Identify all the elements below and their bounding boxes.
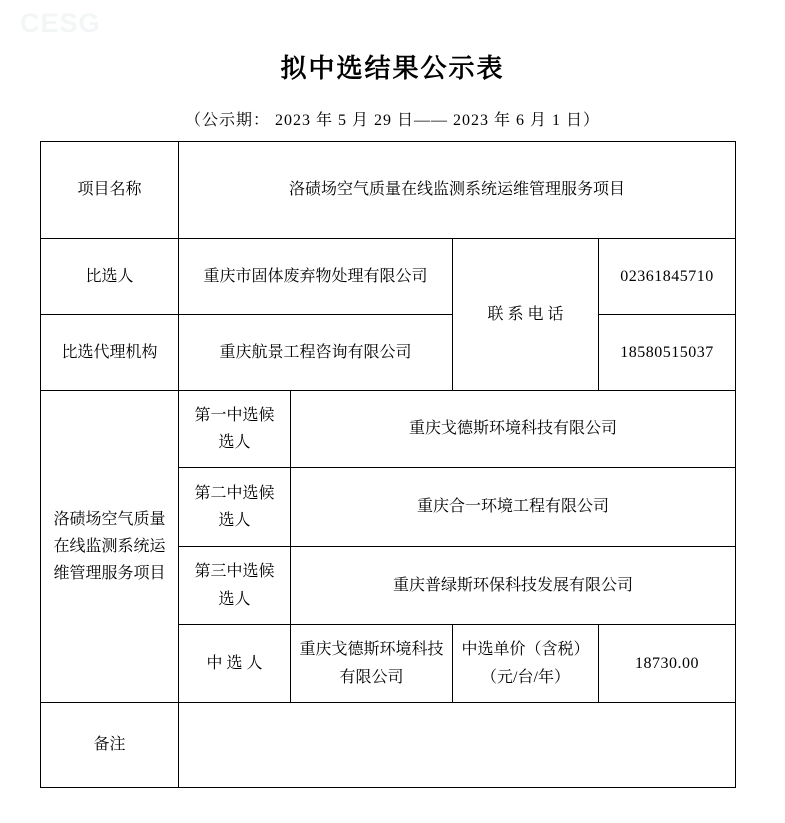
agency-label: 比选代理机构: [41, 315, 179, 391]
contact-phone-label: 联 系 电 话: [453, 239, 599, 391]
unit-price-value: 18730.00: [599, 625, 736, 703]
table-row: [41, 142, 736, 239]
candidate1-value: 重庆戈德斯环境科技有限公司: [291, 391, 736, 468]
agency-phone: 18580515037: [599, 315, 736, 391]
page-title: 拟中选结果公示表: [280, 54, 505, 83]
bidder-label: 比选人: [41, 239, 179, 315]
candidate3-label: 第三中选候选人: [179, 547, 291, 625]
table-row: [41, 391, 736, 468]
project-name-value: 洛碛场空气质量在线监测系统运维管理服务项目: [179, 142, 736, 239]
project-name-label: 项目名称: [41, 142, 179, 239]
cesg-watermark: CESG: [20, 8, 101, 38]
candidate2-value: 重庆合一环境工程有限公司: [291, 468, 736, 547]
unit-price-label: 中选单价（含税）（元/台/年）: [453, 625, 599, 703]
table-row: [41, 239, 736, 315]
bidder-value: 重庆市固体废弃物处理有限公司: [179, 239, 453, 315]
table-row: [41, 703, 736, 788]
result-table: [40, 141, 736, 788]
candidate2-label: 第二中选候选人: [179, 468, 291, 547]
winner-label: 中 选 人: [179, 625, 291, 703]
publicity-period: （公示期： 2023 年 5 月 29 日—— 2023 年 6 月 1 日）: [184, 112, 600, 129]
bidder-phone: 02361845710: [599, 239, 736, 315]
agency-value: 重庆航景工程咨询有限公司: [179, 315, 453, 391]
winner-value: 重庆戈德斯环境科技有限公司: [291, 625, 453, 703]
remark-label: 备注: [41, 703, 179, 788]
project-group-label: 洛碛场空气质量在线监测系统运维管理服务项目: [41, 391, 179, 703]
candidate1-label: 第一中选候选人: [179, 391, 291, 468]
candidate3-value: 重庆普绿斯环保科技发展有限公司: [291, 547, 736, 625]
table-row: [41, 315, 736, 391]
remark-value: [179, 703, 736, 788]
